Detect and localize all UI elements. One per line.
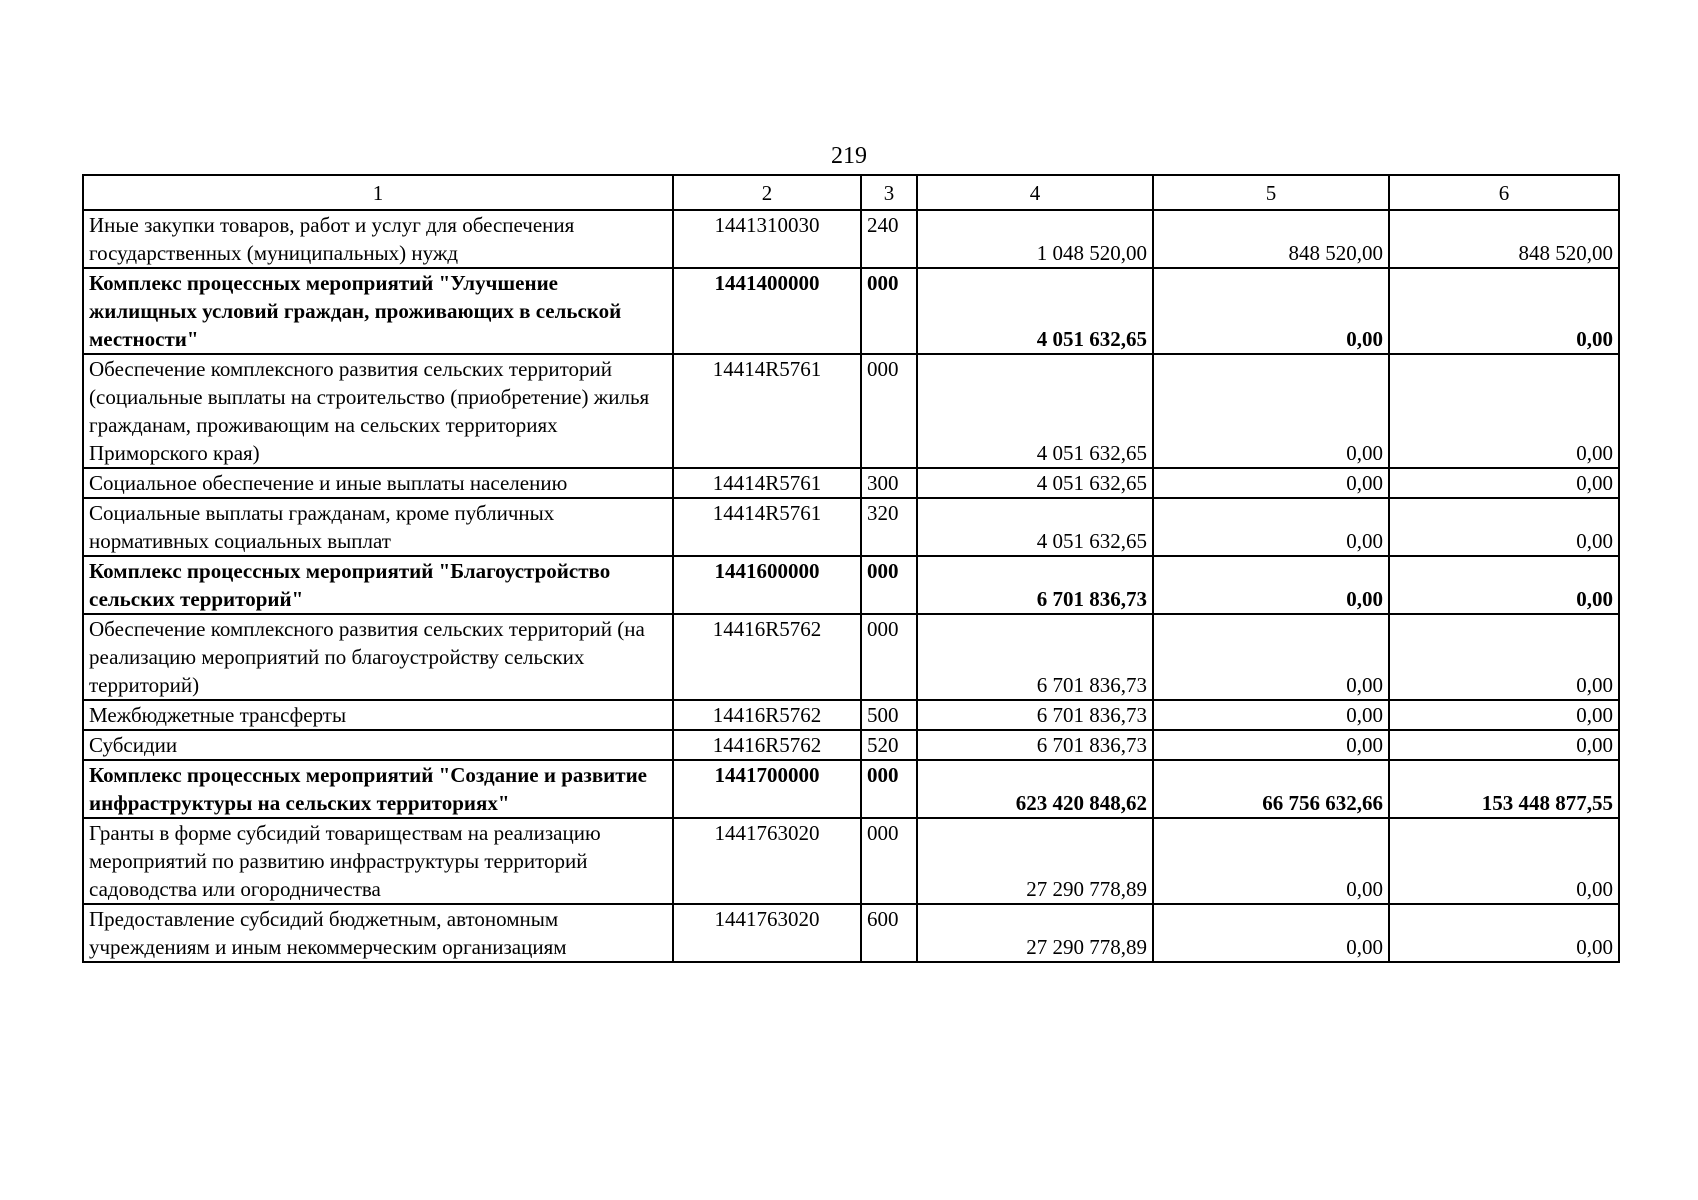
expense-type-cell: 000 [861,556,917,614]
amount-col5-cell: 0,00 [1153,818,1389,904]
amount-col6-cell: 0,00 [1389,700,1619,730]
name-cell: Комплекс процессных мероприятий "Улучшение жилищных условий граждан, проживающих в сельской местности" [83,268,673,354]
target-code-cell: 1441310030 [673,210,861,268]
expense-type-cell: 320 [861,498,917,556]
amount-col6-cell: 0,00 [1389,614,1619,700]
amount-col4-cell: 6 701 836,73 [917,614,1153,700]
expense-type-cell: 000 [861,614,917,700]
amount-col6-cell: 153 448 877,55 [1389,760,1619,818]
name-cell: Иные закупки товаров, работ и услуг для обеспечения государственных (муниципальных) нужд [83,210,673,268]
amount-col6-cell: 0,00 [1389,904,1619,962]
name-cell: Обеспечение комплексного развития сельских территорий (на реализацию мероприятий по благоустройству сельских территорий) [83,614,673,700]
amount-col6-cell: 0,00 [1389,730,1619,760]
name-cell: Субсидии [83,730,673,760]
amount-col4-cell: 27 290 778,89 [917,818,1153,904]
amount-col6-cell: 0,00 [1389,498,1619,556]
expense-type-cell: 000 [861,760,917,818]
target-code-cell: 14414R5761 [673,354,861,468]
target-code-cell: 1441700000 [673,760,861,818]
header-cell-3: 3 [861,175,917,210]
page-number: 219 [831,143,867,169]
expense-type-cell: 600 [861,904,917,962]
target-code-cell: 1441763020 [673,818,861,904]
table-row [83,210,1619,268]
header-cell-4: 4 [917,175,1153,210]
amount-col5-cell: 66 756 632,66 [1153,760,1389,818]
header-cell-5: 5 [1153,175,1389,210]
table-row [83,904,1619,962]
amount-col5-cell: 0,00 [1153,468,1389,498]
target-code-cell: 14414R5761 [673,498,861,556]
table-row [83,468,1619,498]
budget-table-body [83,175,1619,962]
target-code-cell: 1441763020 [673,904,861,962]
target-code-cell: 1441600000 [673,556,861,614]
amount-col4-cell: 1 048 520,00 [917,210,1153,268]
amount-col5-cell: 0,00 [1153,556,1389,614]
header-cell-6: 6 [1389,175,1619,210]
amount-col4-cell: 4 051 632,65 [917,498,1153,556]
amount-col4-cell: 4 051 632,65 [917,468,1153,498]
amount-col5-cell: 0,00 [1153,268,1389,354]
target-code-cell: 14416R5762 [673,700,861,730]
amount-col6-cell: 0,00 [1389,818,1619,904]
table-row [83,700,1619,730]
header-cell-1: 1 [83,175,673,210]
expense-type-cell: 300 [861,468,917,498]
target-code-cell: 14414R5761 [673,468,861,498]
name-cell: Социальное обеспечение и иные выплаты населению [83,468,673,498]
expense-type-cell: 240 [861,210,917,268]
amount-col5-cell: 0,00 [1153,354,1389,468]
table-row [83,818,1619,904]
target-code-cell: 14416R5762 [673,614,861,700]
amount-col5-cell: 0,00 [1153,614,1389,700]
amount-col5-cell: 0,00 [1153,904,1389,962]
expense-type-cell: 000 [861,354,917,468]
target-code-cell: 1441400000 [673,268,861,354]
table-row [83,556,1619,614]
table-row [83,498,1619,556]
amount-col6-cell: 0,00 [1389,354,1619,468]
amount-col5-cell: 0,00 [1153,700,1389,730]
amount-col5-cell: 0,00 [1153,730,1389,760]
amount-col4-cell: 6 701 836,73 [917,700,1153,730]
name-cell: Предоставление субсидий бюджетным, автономным учреждениям и иным некоммерческим организациям [83,904,673,962]
amount-col5-cell: 848 520,00 [1153,210,1389,268]
expense-type-cell: 000 [861,818,917,904]
amount-col4-cell: 4 051 632,65 [917,268,1153,354]
table-row [83,268,1619,354]
name-cell: Обеспечение комплексного развития сельских территорий (социальные выплаты на строительство (приобретение) жилья гражданам, проживающим на сельских территориях Приморского края) [83,354,673,468]
table-row [83,760,1619,818]
name-cell: Межбюджетные трансферты [83,700,673,730]
target-code-cell: 14416R5762 [673,730,861,760]
table-row [83,614,1619,700]
header-cell-2: 2 [673,175,861,210]
expense-type-cell: 000 [861,268,917,354]
table-row [83,730,1619,760]
amount-col4-cell: 4 051 632,65 [917,354,1153,468]
expense-type-cell: 500 [861,700,917,730]
amount-col4-cell: 27 290 778,89 [917,904,1153,962]
amount-col6-cell: 0,00 [1389,268,1619,354]
amount-col5-cell: 0,00 [1153,498,1389,556]
amount-col6-cell: 0,00 [1389,468,1619,498]
amount-col4-cell: 6 701 836,73 [917,730,1153,760]
name-cell: Гранты в форме субсидий товариществам на реализацию мероприятий по развитию инфраструктуры территорий садоводства или огородничества [83,818,673,904]
amount-col4-cell: 6 701 836,73 [917,556,1153,614]
header-row [83,175,1619,210]
amount-col6-cell: 0,00 [1389,556,1619,614]
amount-col4-cell: 623 420 848,62 [917,760,1153,818]
expense-type-cell: 520 [861,730,917,760]
amount-col6-cell: 848 520,00 [1389,210,1619,268]
name-cell: Социальные выплаты гражданам, кроме публичных нормативных социальных выплат [83,498,673,556]
name-cell: Комплекс процессных мероприятий "Создание и развитие инфраструктуры на сельских территориях" [83,760,673,818]
name-cell: Комплекс процессных мероприятий "Благоустройство сельских территорий" [83,556,673,614]
budget-table [82,174,1620,963]
table-row [83,354,1619,468]
